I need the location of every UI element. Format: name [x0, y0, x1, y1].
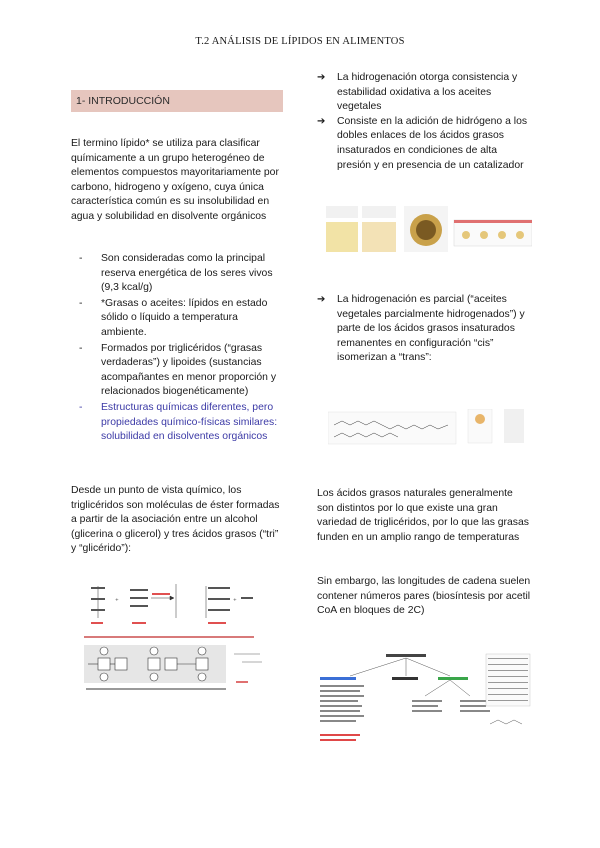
intro-paragraph: El termino lípido* se utiliza para clasificar químicamente a un grupo heterogéneo de elementos compuestos mayoritariamente por carbono, hidrogeno y oxígeno, cuya única característica común es su insolubilidad en agua y solubilidad en disolvente orgánicos	[71, 138, 279, 222]
list-item: ➔ La hidrogenación es parcial (“aceites vegetales parcialmente hidrogenados”) y parte de los ácidos grasos insaturados remanentes en configuración “cis” isomerizan a “trans”:	[317, 294, 525, 364]
arrow-bullet-icon: ➔	[317, 72, 326, 83]
dash-bullet: -	[79, 401, 83, 413]
cis-trans-figure	[328, 409, 528, 445]
arrow-bullet-icon: ➔	[317, 294, 326, 305]
list-item: - Formados por triglicéridos (“grasas verdaderas”) y lipoides (sustancias acompañantes en menor proporción y relacionados biogenéticamente)	[79, 342, 277, 398]
svg-text:+: +	[115, 598, 119, 603]
fatty-acid-classification-diagram	[320, 652, 532, 754]
list-item: ➔ Consiste en la adición de hidrógeno a los dobles enlaces de los ácidos grasos insaturados en condiciones de alta presión y en presencia de un catalizador	[317, 115, 528, 171]
list-item: - Son consideradas como la principal reserva energética de los seres vivos (9,3 kcal/g)	[79, 253, 273, 294]
dash-bullet: -	[79, 253, 83, 264]
arrow-bullet-icon: ➔	[317, 115, 326, 127]
dash-bullet: -	[79, 297, 83, 309]
list-item: ➔ La hidrogenación otorga consistencia y estabilidad oxidativa a los aceites vegetales	[317, 72, 518, 113]
properties-list	[71, 252, 283, 446]
chain-length-paragraph: Sin embargo, las longitudes de cadena suelen contener números pares (biosíntesis por acetil CoA en bloques de 2C)	[317, 576, 531, 617]
svg-text:+: +	[233, 598, 237, 603]
page-title: T.2 ANÁLISIS DE LÍPIDOS EN ALIMENTOS	[195, 36, 405, 47]
section-header: 1- INTRODUCCIÓN	[71, 90, 283, 112]
chemistry-paragraph: Desde un punto de vista químico, los triglicéridos son moléculas de éster formadas a partir de la asociación entre un alcohol (glicerina o glicerol) y tres ácidos grasos (“tri” y “glicérido”):	[71, 485, 280, 555]
esterification-figure	[88, 578, 268, 628]
natural-fatty-acids-paragraph: Los ácidos grasos naturales generalmente son distintos por lo que existe una gran variedad de triglicéridos, por lo que las grasas funden en un amplio rango de temperaturas	[317, 488, 529, 543]
hydrogenation-process-figure	[326, 206, 532, 254]
triglyceride-structure-figure	[84, 633, 284, 695]
dash-bullet: -	[79, 342, 83, 354]
list-item-highlighted: - Estructuras químicas diferentes, pero propiedades químico-físicas similares: solubilidad en disolventes orgánicos	[79, 401, 278, 443]
list-item: - *Grasas o aceites: lípidos en estado sólido o líquido a temperatura ambiente.	[79, 297, 268, 338]
hydrogenation-list	[317, 71, 532, 173]
partial-hydrogenation-list	[317, 293, 532, 366]
